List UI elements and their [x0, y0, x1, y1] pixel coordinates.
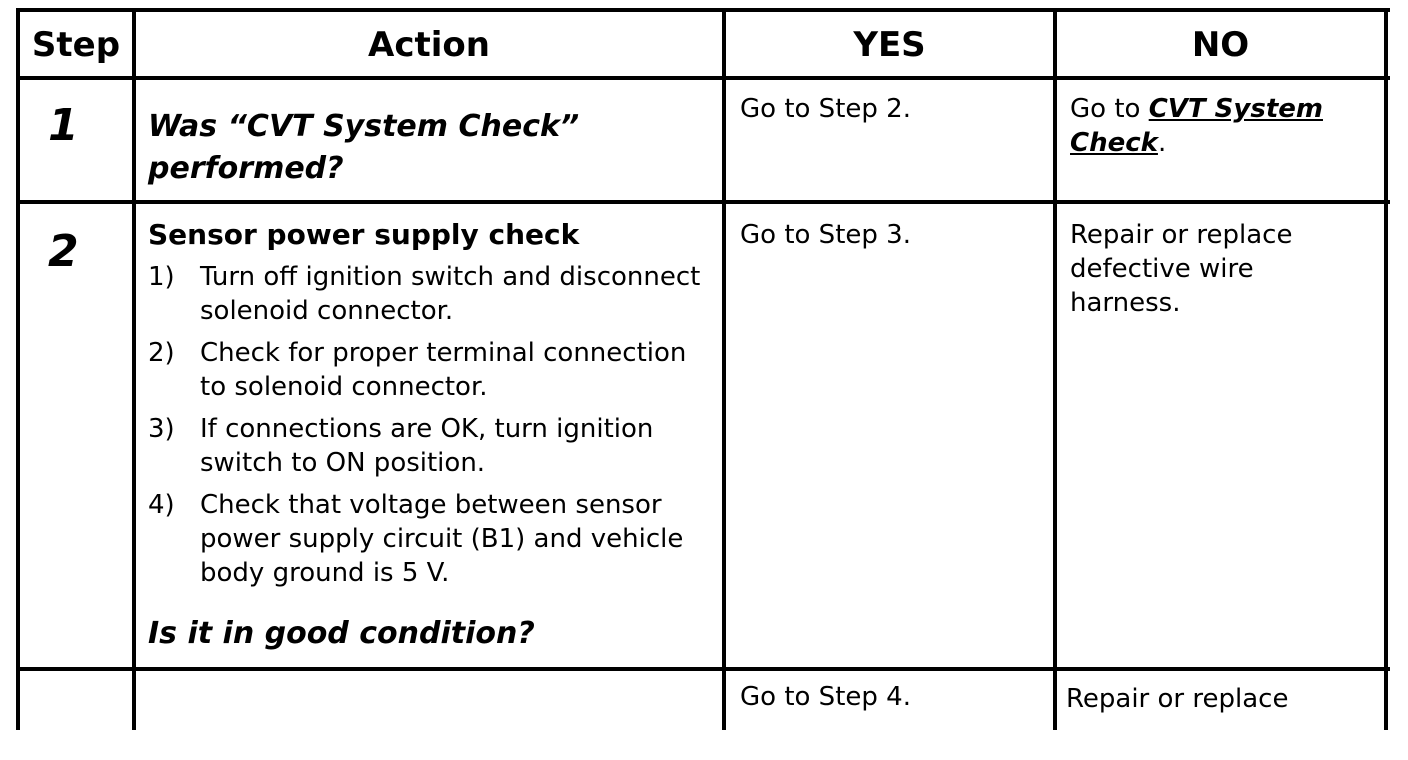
row2-divider [18, 667, 1390, 671]
col-divider-yes [1053, 8, 1057, 730]
cvt-system-check-link[interactable]: CVT System Check [1070, 94, 1323, 158]
row1-yes: Go to Step 2. [740, 94, 911, 124]
row2-procedure-list [148, 260, 708, 590]
col-divider-step [132, 8, 136, 730]
procedure-item-number: 4) [148, 490, 175, 520]
procedure-item-text: If connections are OK, turn ignition switch to ON position. [200, 414, 654, 478]
row1-no-suffix: . [1157, 128, 1167, 158]
row3-yes: Go to Step 4. [740, 682, 911, 712]
row3-no: Repair or replace [1066, 684, 1289, 714]
procedure-item-number: 1) [148, 262, 175, 292]
procedure-item [148, 412, 708, 480]
row1-divider [18, 200, 1390, 204]
procedure-item [148, 336, 708, 404]
procedure-item-number: 2) [148, 338, 175, 368]
procedure-item-text: Check that voltage between sensor power supply circuit (B1) and vehicle body ground is 5 V. [200, 490, 684, 588]
table-left-border [16, 8, 20, 730]
row1-question: Was “CVT System Check” performed? [148, 109, 580, 186]
procedure-item-text: Check for proper terminal connection to solenoid connector. [200, 338, 687, 402]
procedure-item-number: 3) [148, 414, 175, 444]
header-yes: YES [853, 25, 926, 65]
row1-no [1070, 92, 1370, 160]
row2-no: Repair or replace defective wire harness. [1070, 220, 1293, 318]
procedure-item [148, 260, 708, 328]
header-no: NO [1191, 25, 1250, 65]
row2-action-title: Sensor power supply check [148, 218, 580, 251]
row2-yes: Go to Step 3. [740, 220, 911, 250]
step-number-1: 1 [48, 100, 79, 151]
step-number-2: 2 [48, 226, 79, 277]
procedure-item [148, 488, 708, 590]
row1-no-prefix: Go to [1070, 94, 1149, 124]
table-right-border [1384, 8, 1388, 730]
header-divider [18, 76, 1390, 80]
procedure-item-text: Turn off ignition switch and disconnect solenoid connector. [200, 262, 701, 326]
header-step: Step [31, 25, 121, 65]
row2-question: Is it in good condition? [148, 616, 535, 651]
table-top-border [18, 8, 1390, 12]
col-divider-action [722, 8, 726, 730]
header-action: Action [368, 25, 490, 65]
row2-action [148, 218, 708, 598]
